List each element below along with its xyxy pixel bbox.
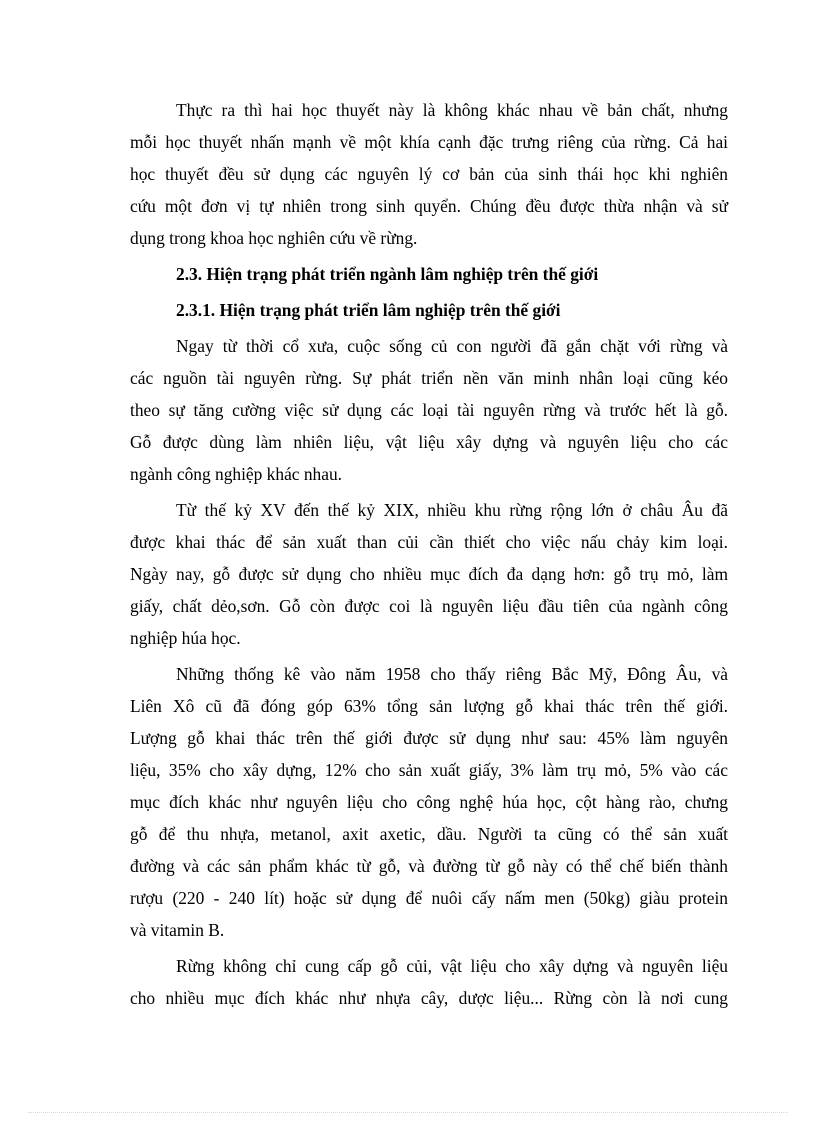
paragraph-3-line: theo sự tăng cường việc sử dụng các loại tài nguyên rừng và trước hết là gỗ. <box>130 400 728 420</box>
paragraph-6-line: cho nhiều mục đích khác như nhựa cây, dược liệu... Rừng còn là nơi cung <box>130 988 728 1008</box>
paragraph-0-line: Thực ra thì hai học thuyết này là không khác nhau về bản chất, nhưng <box>176 100 728 120</box>
page-bottom-rule <box>28 1112 788 1113</box>
paragraph-5-line: và vitamin B. <box>130 920 225 940</box>
paragraph-0-line: dụng trong khoa học nghiên cứu về rừng. <box>130 228 418 248</box>
section-heading: 2.3. Hiện trạng phát triển ngành lâm nghiệp trên thế giới <box>176 264 599 284</box>
paragraph-5-line: Những thống kê vào năm 1958 cho thấy riêng Bắc Mỹ, Đông Âu, và <box>176 664 728 684</box>
paragraph-5-line: rượu (220 - 240 lít) hoặc sử dụng để nuôi cấy nấm men (50kg) giàu protein <box>130 888 728 908</box>
paragraph-4-line: Từ thế kỷ XV đến thế kỷ XIX, nhiều khu rừng rộng lớn ở châu Âu đã <box>176 500 728 520</box>
paragraph-0-line: học thuyết đều sử dụng các nguyên lý cơ bản của sinh thái học khi nghiên <box>130 164 728 184</box>
paragraph-3-line: các nguồn tài nguyên rừng. Sự phát triển nền văn minh nhân loại cũng kéo <box>130 368 728 388</box>
paragraph-5-line: Liên Xô cũ đã đóng góp 63% tổng sản lượng gỗ khai thác trên thế giới. <box>130 696 728 716</box>
paragraph-4-line: được khai thác để sản xuất than củi cần thiết cho việc nấu chảy kim loại. <box>130 532 728 552</box>
paragraph-5-line: gỗ để thu nhựa, metanol, axit axetic, dầu. Người ta cũng có thể sản xuất <box>130 824 728 844</box>
paragraph-3-line: ngành công nghiệp khác nhau. <box>130 464 343 484</box>
paragraph-5-line: Lượng gỗ khai thác trên thế giới được sử dụng như sau: 45% làm nguyên <box>130 728 728 748</box>
paragraph-3-line: Ngay từ thời cổ xưa, cuộc sống củ con người đã gắn chặt với rừng và <box>176 336 728 356</box>
paragraph-5-line: mục đích khác như nguyên liệu cho công nghệ húa học, cột hàng rào, chưng <box>130 792 728 812</box>
paragraph-0-line: cứu một đơn vị tự nhiên trong sinh quyển. Chúng đều được thừa nhận và sử <box>130 196 728 216</box>
paragraph-4-line: Ngày nay, gỗ được sử dụng cho nhiều mục đích đa dạng hơn: gỗ trụ mỏ, làm <box>130 564 728 584</box>
paragraph-0-line: mỗi học thuyết nhấn mạnh về một khía cạnh đặc trưng riêng của rừng. Cả hai <box>130 132 728 152</box>
paragraph-5-line: đường và các sản phẩm khác từ gỗ, và đường từ gỗ này có thể chế biến thành <box>130 856 728 876</box>
section-heading: 2.3.1. Hiện trạng phát triển lâm nghiệp trên thế giới <box>176 300 561 320</box>
paragraph-6-line: Rừng không chỉ cung cấp gỗ củi, vật liệu cho xây dựng và nguyên liệu <box>176 956 728 976</box>
paragraph-4-line: giấy, chất dẻo,sơn. Gỗ còn được coi là nguyên liệu đầu tiên của ngành công <box>130 596 728 616</box>
paragraph-5-line: liệu, 35% cho xây dựng, 12% cho sản xuất giấy, 3% làm trụ mỏ, 5% vào các <box>130 760 728 780</box>
paragraph-4-line: nghiệp húa học. <box>130 628 241 648</box>
paragraph-3-line: Gỗ được dùng làm nhiên liệu, vật liệu xây dựng và nguyên liệu cho các <box>130 432 728 452</box>
